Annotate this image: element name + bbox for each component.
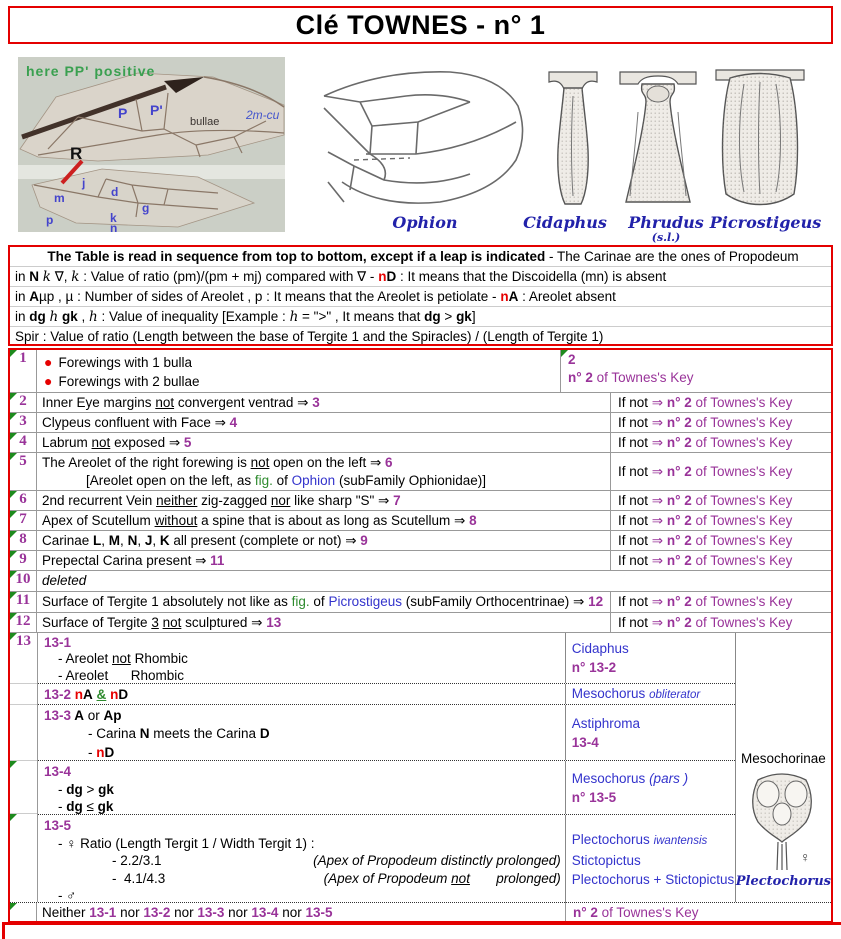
wing-label-P-prime: P' bbox=[150, 102, 163, 118]
ophion-caption: Ophion bbox=[392, 213, 458, 232]
legend-row-2: in N k ∇, k : Value of ratio (pm)/(pm + mj) compared with ∇ - nD : It means that the Discoidella (mn) is absent bbox=[10, 266, 831, 286]
mesochorinae-label: Mesochorinae bbox=[740, 751, 826, 766]
page-title: Clé TOWNES - n° 1 bbox=[295, 9, 546, 40]
row-number: 3 bbox=[10, 413, 37, 432]
wing-label-j: j bbox=[82, 176, 86, 190]
picrostigeus-figure bbox=[714, 68, 806, 212]
row-number: 11 bbox=[10, 592, 37, 612]
subrow-13-2-result: Mesochorus obliterator bbox=[565, 684, 735, 704]
row-13-subrows bbox=[38, 633, 735, 902]
row-7-result: If not ⇒ n° 2 of Townes's Key bbox=[610, 511, 831, 530]
wing-label-n: n bbox=[110, 221, 118, 232]
title-box bbox=[8, 6, 833, 44]
row-number: 12 bbox=[10, 613, 37, 632]
row-number: 2 bbox=[10, 393, 37, 412]
row-5-result: If not ⇒ n° 2 of Townes's Key bbox=[610, 453, 831, 490]
row-9-result: If not ⇒ n° 2 of Townes's Key bbox=[610, 551, 831, 570]
key-row-11 bbox=[10, 591, 831, 612]
wing-label-m: m bbox=[54, 191, 65, 205]
row-13-number-column bbox=[10, 633, 38, 902]
key-row-8 bbox=[10, 530, 831, 550]
key-row-neither bbox=[10, 902, 831, 921]
row-number-stub bbox=[10, 683, 37, 704]
row-12-result: If not ⇒ n° 2 of Townes's Key bbox=[610, 613, 831, 632]
row-11-criteria: Surface of Tergite 1 absolutely not like as fig. of Picrostigeus (subFamily Orthocentrinae) ⇒ 12 bbox=[42, 594, 604, 609]
row-number: 5 bbox=[10, 453, 37, 490]
bullet-icon: ● bbox=[44, 353, 53, 370]
neither-criteria: Neither 13-1 nor 13-2 nor 13-3 nor 13-4 nor 13-5 bbox=[42, 905, 333, 920]
row-9-criteria: Prepectal Carina present ⇒ 11 bbox=[42, 553, 225, 568]
row-number: 8 bbox=[10, 531, 37, 550]
row-number-stub bbox=[10, 813, 37, 902]
row-10-criteria: deleted bbox=[42, 573, 87, 588]
phrudus-caption: Phrudus bbox=[628, 213, 704, 232]
wing-label-k: k bbox=[110, 211, 117, 225]
key-row-9 bbox=[10, 550, 831, 570]
picrostigeus-caption: Picrostigeus bbox=[709, 213, 822, 232]
key-row-12 bbox=[10, 612, 831, 632]
bullet-icon: ● bbox=[44, 372, 53, 389]
subrow-13-3: 13-3 A or Ap - Carina N meets the Carina D - nD Astiphroma 13-4 bbox=[38, 704, 735, 760]
row-number: 6 bbox=[10, 491, 37, 510]
subrow-13-5: 13-5 - ♀ Ratio (Length Tergit 1 / Width Tergit 1) : - 2.2/3.1 (Apex of Propodeum distinctly prolonged) - 4.1/4.3 (Apex of Propodeum not prolonged) - ♂ Plectochorus iwantensis Stictopictus Plectochorus + Stictopictus bbox=[38, 814, 735, 903]
key-row-4 bbox=[10, 432, 831, 452]
plectochorus-figure bbox=[744, 772, 822, 872]
phrudus-caption-sub: (s.l.) bbox=[651, 231, 681, 244]
row-7-criteria: Apex of Scutellum without a spine that is about as long as Scutellum ⇒ 8 bbox=[42, 513, 477, 528]
ophion-wing-figure bbox=[320, 62, 532, 214]
key-row-13-block bbox=[10, 632, 831, 902]
wing-label-g: g bbox=[142, 201, 150, 215]
wing-photo-figure bbox=[18, 57, 285, 232]
row-number: 1 bbox=[10, 350, 37, 392]
row-number bbox=[10, 903, 37, 921]
subrow-13-2: 13-2 nA & nD Mesochorus obliterator bbox=[38, 683, 735, 704]
wing-label-bullae: bullae bbox=[190, 116, 220, 128]
plectochorus-caption: Plectochorus bbox=[735, 874, 831, 889]
row-number: 9 bbox=[10, 551, 37, 570]
key-row-1 bbox=[10, 350, 831, 392]
female-symbol: ♀ bbox=[800, 849, 811, 865]
row-3-criteria: Clypeus confluent with Face ⇒ 4 bbox=[42, 415, 238, 430]
row-number: 13 bbox=[10, 633, 37, 683]
row-2-criteria: Inner Eye margins not convergent ventrad ⇒ 3 bbox=[42, 395, 320, 410]
wing-label-R: R bbox=[70, 144, 83, 163]
key-table bbox=[8, 348, 833, 923]
key-row-3 bbox=[10, 412, 831, 432]
wing-label-P: P bbox=[118, 105, 128, 121]
row-number: 7 bbox=[10, 511, 37, 530]
row-number-stub bbox=[10, 704, 37, 760]
subrow-13-1-result: Cidaphus n° 13-2 bbox=[565, 633, 735, 683]
row-3-result: If not ⇒ n° 2 of Townes's Key bbox=[610, 413, 831, 432]
row-2-result: If not ⇒ n° 2 of Townes's Key bbox=[610, 393, 831, 412]
row-1-result: 2 n° 2 of Townes's Key bbox=[560, 350, 831, 392]
cidaphus-figure bbox=[545, 68, 601, 212]
row-4-criteria: Labrum not exposed ⇒ 5 bbox=[42, 435, 192, 450]
legend-row-1: The Table is read in sequence from top to bottom, except if a leap is indicated - The Carinae are the ones of Propodeum bbox=[47, 249, 799, 264]
subrow-13-3-result: Astiphroma 13-4 bbox=[565, 705, 735, 760]
legend-row-4: in dg h gk , h : Value of inequality [Example : h = ">" , It means that dg > gk] bbox=[10, 306, 831, 326]
phrudus-figure bbox=[618, 68, 698, 212]
legend-row-3: in Aµp , µ : Number of sides of Areolet , p : It means that the Areolet is petiolate - nA : Areolet absent bbox=[10, 286, 831, 306]
row-number-stub bbox=[10, 760, 37, 814]
row-number: 4 bbox=[10, 433, 37, 452]
row-12-criteria: Surface of Tergite 3 not sculptured ⇒ 13 bbox=[42, 615, 282, 630]
key-row-5 bbox=[10, 452, 831, 490]
row-5-criteria: The Areolet of the right forewing is not open on the left ⇒ 6 [Areolet open on the left, as fig. of Ophion (subFamily Ophionidae)] bbox=[42, 455, 487, 488]
row-11-result: If not ⇒ n° 2 of Townes's Key bbox=[610, 592, 831, 612]
subrow-13-4-result: Mesochorus (pars ) n° 13-5 bbox=[565, 761, 735, 814]
neither-result: n° 2 of Townes's Key bbox=[565, 903, 831, 921]
row-1-criteria: ● Forewings with 1 bulla ● Forewings with 2 bullae bbox=[44, 353, 200, 389]
legend-row-5: Spir : Value of ratio (Length between the base of Tergite 1 and the Spiracles) / (Length of Tergite 1) bbox=[10, 326, 831, 346]
row-number: 10 bbox=[10, 571, 37, 591]
subrow-13-1: 13-1 - Areolet not Rhombic - Areolet Rhombic Cidaphus n° 13-2 bbox=[38, 633, 735, 683]
row-6-criteria: 2nd recurrent Vein neither zig-zagged nor like sharp "S" ⇒ 7 bbox=[42, 493, 401, 508]
key-row-7 bbox=[10, 510, 831, 530]
legend-box bbox=[8, 245, 833, 346]
row-4-result: If not ⇒ n° 2 of Townes's Key bbox=[610, 433, 831, 452]
row-8-criteria: Carinae L, M, N, J, K all present (complete or not) ⇒ 9 bbox=[42, 533, 368, 548]
key-row-2 bbox=[10, 392, 831, 412]
row-8-result: If not ⇒ n° 2 of Townes's Key bbox=[610, 531, 831, 550]
key-row-10 bbox=[10, 570, 831, 591]
key-row-6 bbox=[10, 490, 831, 510]
subrow-13-5-result: Plectochorus iwantensis Stictopictus Plectochorus + Stictopictus bbox=[565, 815, 735, 903]
wing-note-pp-positive: here PP' positive bbox=[26, 63, 156, 79]
wing-label-2m-cu: 2m-cu bbox=[246, 108, 280, 122]
wing-label-d: d bbox=[111, 185, 119, 199]
row-6-result: If not ⇒ n° 2 of Townes's Key bbox=[610, 491, 831, 510]
next-table-edge bbox=[2, 922, 841, 939]
subrow-13-4: 13-4 - dg > gk - dg ≤ gk Mesochorus (pars ) n° 13-5 bbox=[38, 760, 735, 814]
cidaphus-caption: Cidaphus bbox=[523, 213, 607, 232]
wing-label-p: p bbox=[46, 213, 54, 227]
mesochorinae-cell bbox=[735, 633, 831, 902]
